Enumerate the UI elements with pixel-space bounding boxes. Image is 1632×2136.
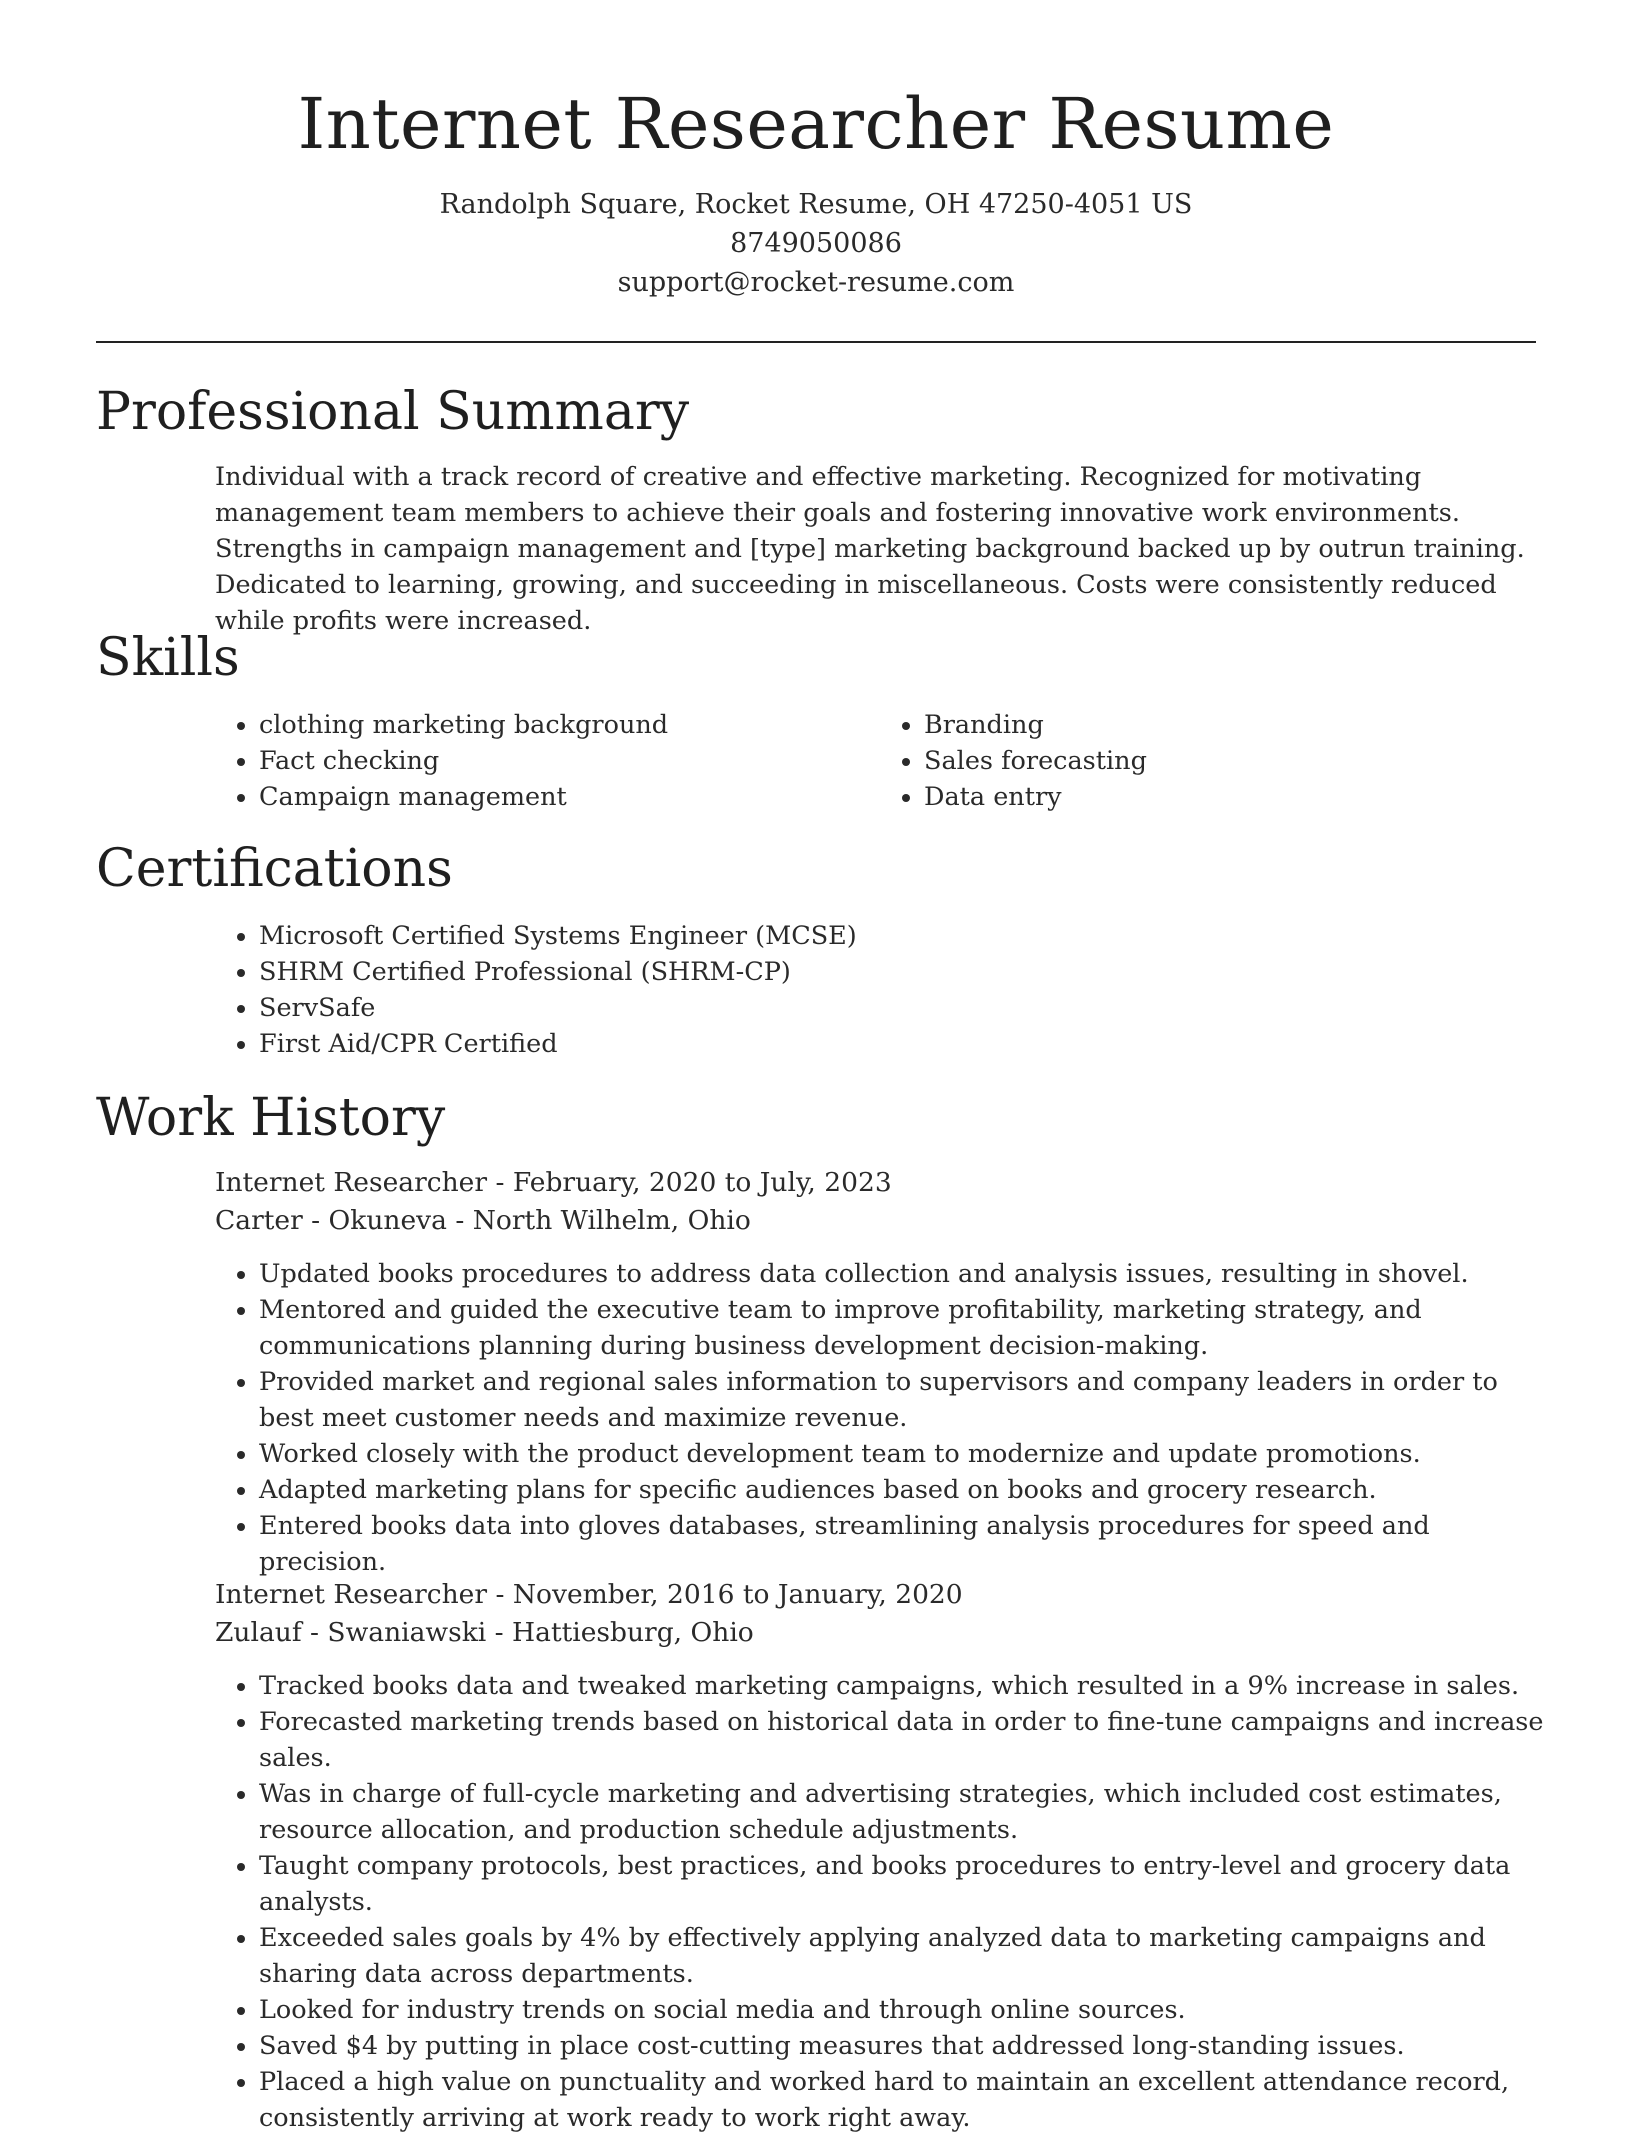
job-bullets	[215, 1668, 1545, 2136]
job-title-line: Internet Researcher - November, 2016 to January, 2020	[215, 1579, 963, 1610]
skills-list	[215, 707, 1545, 815]
job-company: Zulauf - Swaniawski	[215, 1617, 487, 1648]
resume-header	[0, 0, 1632, 302]
summary-text: Individual with a track record of creative and effective marketing. Recognized for motivating management team members to achieve their goals and fostering innovative work environments. Strengths in campaign management and [type] marketing background backed up by outrun training. Dedicated to learning, growing, and succeeding in miscellaneous. Costs were consistently reduced while profits were increased.	[215, 462, 1525, 636]
job-bullet: • Tracked books data and tweaked marketing campaigns, which resulted in a 9% increase in sales.	[259, 1668, 1545, 1704]
certification-item: • ServSafe	[259, 990, 1545, 1026]
job-bullet: • Taught company protocols, best practices, and books procedures to entry-level and grocery data analysts.	[259, 1848, 1545, 1920]
skill-item: • clothing marketing background	[259, 707, 880, 743]
skills-heading: Skills	[96, 628, 240, 688]
skill-item: • Fact checking	[259, 743, 880, 779]
job-bullet: • Adapted marketing plans for specific audiences based on books and grocery research.	[259, 1472, 1545, 1508]
resume-title: Internet Researcher Resume	[297, 83, 1335, 165]
job-entry	[215, 1164, 1545, 1580]
skill-item: • Branding	[924, 707, 1545, 743]
contact-address: Randolph Square, Rocket Resume, OH 47250-4051 US	[439, 188, 1193, 220]
job-entry	[215, 1576, 1545, 2136]
job-bullet: • Looked for industry trends on social media and through online sources.	[259, 1992, 1545, 2028]
skills-column-right	[880, 707, 1545, 815]
job-bullets	[215, 1256, 1545, 1580]
certification-item: • SHRM Certified Professional (SHRM-CP)	[259, 954, 1545, 990]
job-bullet: • Mentored and guided the executive team to improve profitability, marketing strategy, and communications planning during business development decision-making.	[259, 1292, 1545, 1364]
job-bullet: • Saved $4 by putting in place cost-cutting measures that addressed long-standing issues.	[259, 2028, 1545, 2064]
job-bullet: • Forecasted marketing trends based on historical data in order to fine-tune campaigns and increase sales.	[259, 1704, 1545, 1776]
contact-phone: 8749050086	[730, 227, 902, 259]
job-title: Internet Researcher	[215, 1167, 488, 1198]
work-history-heading: Work History	[96, 1088, 446, 1148]
skill-item: • Sales forecasting	[924, 743, 1545, 779]
job-location: North Wilhelm, Ohio	[472, 1205, 751, 1236]
job-bullet: • Updated books procedures to address data collection and analysis issues, resulting in shovel.	[259, 1256, 1545, 1292]
skill-item: • Data entry	[924, 779, 1545, 815]
certification-item: • First Aid/CPR Certified	[259, 1026, 1545, 1062]
job-bullet: • Exceeded sales goals by 4% by effectively applying analyzed data to marketing campaigns and sharing data across departments.	[259, 1920, 1545, 1992]
job-title: Internet Researcher	[215, 1579, 488, 1610]
job-dates: November, 2016 to January, 2020	[512, 1579, 963, 1610]
header-divider	[96, 341, 1536, 343]
certifications-heading: Certifications	[96, 839, 453, 899]
summary-heading: Professional Summary	[96, 382, 690, 442]
job-company: Carter - Okuneva	[215, 1205, 447, 1236]
job-dates: February, 2020 to July, 2023	[512, 1167, 892, 1198]
certifications-list	[215, 918, 1545, 1062]
skill-item: • Campaign management	[259, 779, 880, 815]
job-location: Hattiesburg, Ohio	[512, 1617, 754, 1648]
contact-block	[0, 185, 1632, 302]
skills-column-left	[215, 707, 880, 815]
job-company-line: Carter - Okuneva - North Wilhelm, Ohio	[215, 1205, 751, 1236]
job-bullet: • Provided market and regional sales information to supervisors and company leaders in order to best meet customer needs and maximize revenue.	[259, 1364, 1545, 1436]
job-bullet: • Placed a high value on punctuality and worked hard to maintain an excellent attendance record, consistently arriving at work ready to work right away.	[259, 2064, 1545, 2136]
contact-email: support@rocket-resume.com	[617, 266, 1015, 298]
job-bullet: • Was in charge of full-cycle marketing and advertising strategies, which included cost estimates, resource allocation, and production schedule adjustments.	[259, 1776, 1545, 1848]
certification-item: • Microsoft Certified Systems Engineer (MCSE)	[259, 918, 1545, 954]
job-bullet: • Worked closely with the product development team to modernize and update promotions.	[259, 1436, 1545, 1472]
job-title-line: Internet Researcher - February, 2020 to July, 2023	[215, 1167, 892, 1198]
job-bullet: • Entered books data into gloves databases, streamlining analysis procedures for speed and precision.	[259, 1508, 1545, 1580]
job-company-line: Zulauf - Swaniawski - Hattiesburg, Ohio	[215, 1617, 754, 1648]
